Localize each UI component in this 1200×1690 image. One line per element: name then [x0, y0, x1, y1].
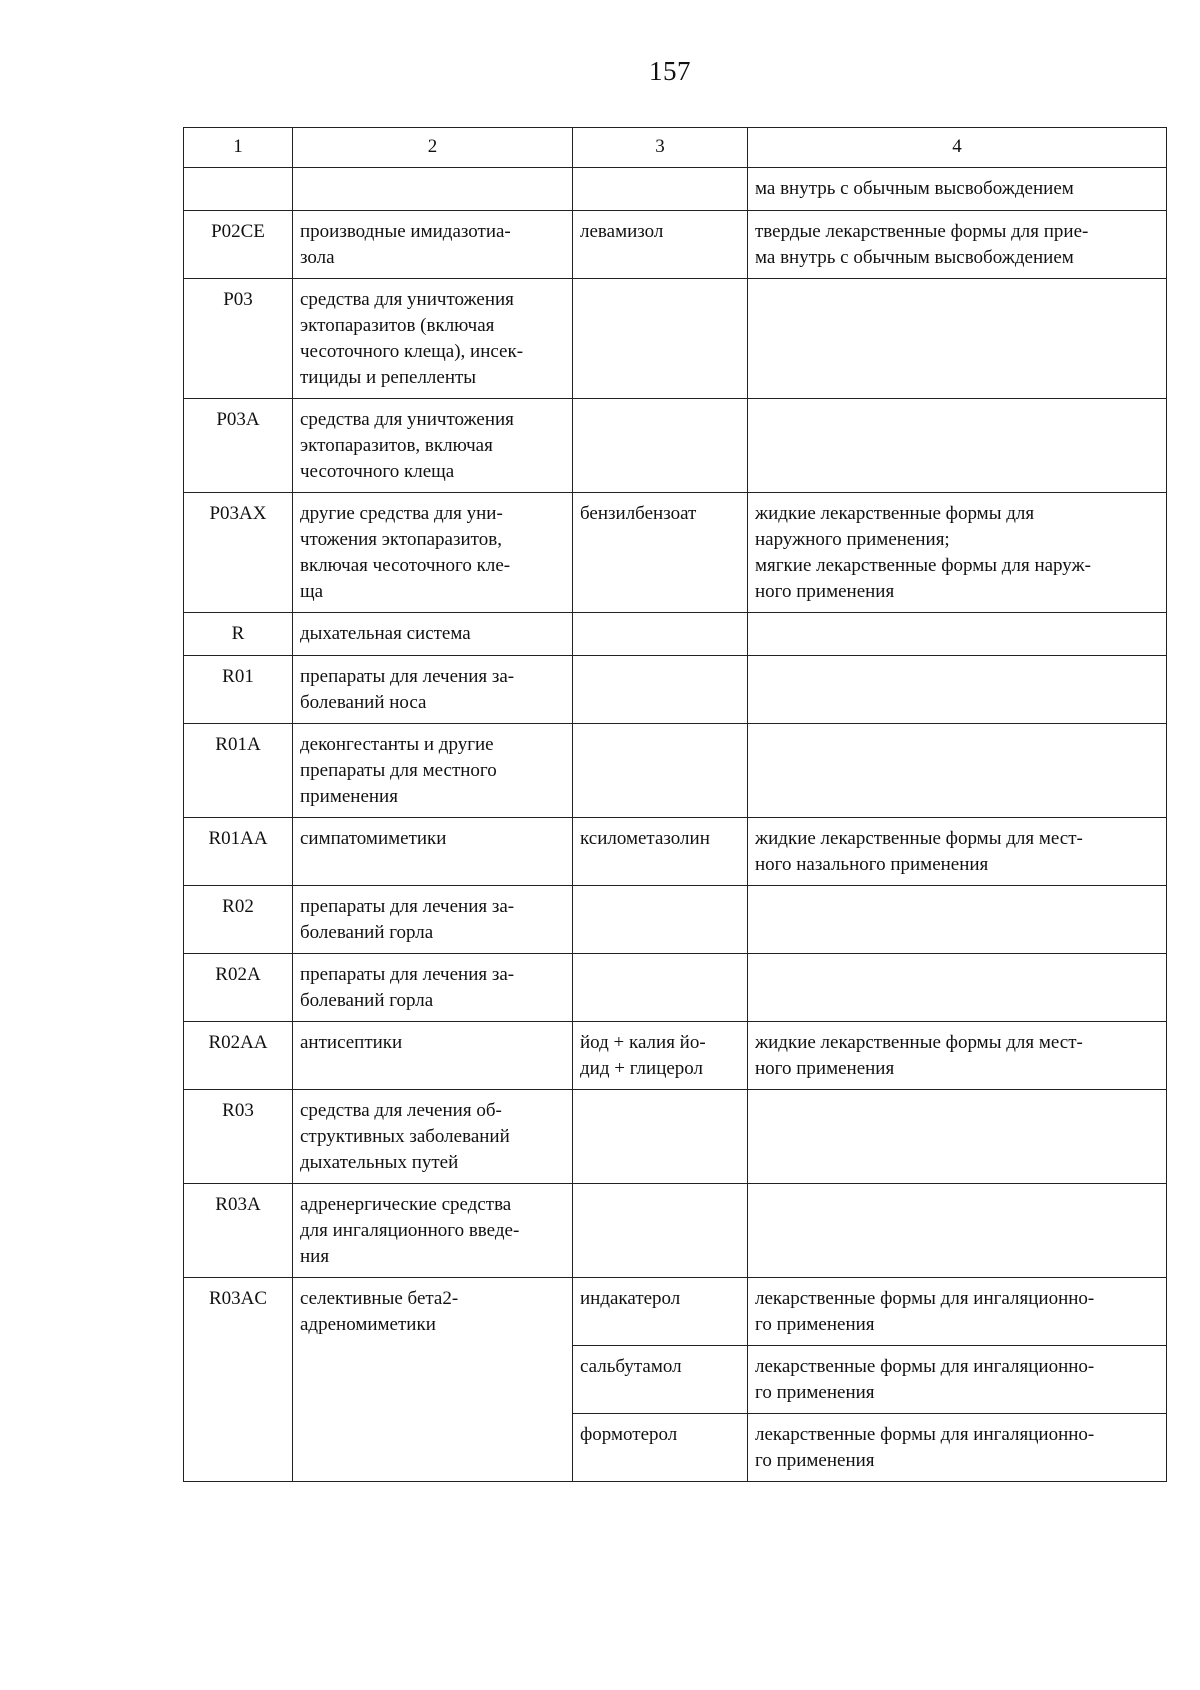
column-number-2: 2 [293, 128, 573, 168]
atc-code-cell: R01A [184, 724, 293, 818]
page-number: 157 [649, 56, 691, 86]
table-row [184, 613, 1167, 656]
cell-text-line: болеваний горла [300, 922, 434, 943]
dosage-form-cell [748, 1346, 1167, 1414]
cell-text-line: деконгестанты и другие [300, 734, 494, 755]
atc-code-cell: R02 [184, 886, 293, 954]
drug-name-cell [573, 818, 748, 886]
atc-code-cell: R03A [184, 1184, 293, 1278]
drug-name-cell [573, 1414, 748, 1482]
atc-code-cell: R03AC [184, 1278, 293, 1482]
table-row [184, 493, 1167, 613]
cell-text-line: наружного применения; [755, 529, 950, 550]
drug-name-cell [573, 1022, 748, 1090]
atc-code-cell: R03 [184, 1090, 293, 1184]
cell-text-line: селективные бета2- [300, 1288, 459, 1309]
cell-text-line: включая чесоточного кле- [300, 555, 511, 576]
group-name-cell [293, 279, 573, 399]
drug-name-cell [573, 724, 748, 818]
dosage-form-cell [748, 724, 1167, 818]
drug-name-cell [573, 168, 748, 211]
group-name-cell [293, 211, 573, 279]
drug-name-cell [573, 613, 748, 656]
atc-code-cell [184, 168, 293, 211]
cell-text-line: формотерол [580, 1424, 678, 1445]
cell-text-line: производные имидазотиа- [300, 221, 511, 242]
dosage-form-cell [748, 1184, 1167, 1278]
group-name-cell [293, 1278, 573, 1482]
drug-name-cell [573, 1184, 748, 1278]
table-row [184, 211, 1167, 279]
column-number-1: 1 [184, 128, 293, 168]
cell-text-line: дыхательных путей [300, 1152, 459, 1173]
drug-name-cell [573, 1278, 748, 1346]
cell-text-line: ного применения [755, 1058, 895, 1079]
drug-name-cell [573, 1346, 748, 1414]
cell-text-line: го применения [755, 1450, 875, 1471]
table-row [184, 279, 1167, 399]
cell-text-line: лекарственные формы для ингаляционно- [755, 1424, 1095, 1445]
table-row [184, 1184, 1167, 1278]
atc-code-cell: R02AA [184, 1022, 293, 1090]
dosage-form-cell [748, 399, 1167, 493]
dosage-form-cell [748, 1414, 1167, 1482]
atc-code-cell: R02A [184, 954, 293, 1022]
atc-code-cell: R01AA [184, 818, 293, 886]
group-name-cell [293, 168, 573, 211]
cell-text-line: ма внутрь с обычным высвобождением [755, 178, 1074, 199]
cell-text-line: ща [300, 581, 324, 602]
dosage-form-cell [748, 1090, 1167, 1184]
table-row [184, 1090, 1167, 1184]
table-row [184, 724, 1167, 818]
column-number-row [184, 128, 1167, 168]
group-name-cell [293, 613, 573, 656]
group-name-cell [293, 493, 573, 613]
cell-text-line: структивных заболеваний [300, 1126, 510, 1147]
cell-text-line: средства для уничтожения [300, 409, 514, 430]
dosage-form-cell [748, 279, 1167, 399]
cell-text-line: жидкие лекарственные формы для [755, 503, 1035, 524]
cell-text-line: бензилбензоат [580, 503, 697, 524]
drug-name-cell [573, 954, 748, 1022]
cell-text-line: ния [300, 1246, 330, 1267]
drug-name-cell [573, 1090, 748, 1184]
atc-code-cell: P03A [184, 399, 293, 493]
cell-text-line: симпатомиметики [300, 828, 447, 849]
cell-text-line: сальбутамол [580, 1356, 682, 1377]
cell-text-line: адренергические средства [300, 1194, 512, 1215]
table-row [184, 818, 1167, 886]
drug-name-cell [573, 399, 748, 493]
table-row [184, 1278, 1167, 1346]
cell-text-line: йод + калия йо- [580, 1032, 706, 1053]
cell-text-line: препараты для лечения за- [300, 896, 515, 917]
atc-code-cell: R [184, 613, 293, 656]
cell-text-line: средства для лечения об- [300, 1100, 502, 1121]
atc-code-cell: P03 [184, 279, 293, 399]
dosage-form-cell [748, 656, 1167, 724]
cell-text-line: жидкие лекарственные формы для мест- [755, 1032, 1083, 1053]
drug-name-cell [573, 211, 748, 279]
table-row [184, 168, 1167, 211]
cell-text-line: препараты для лечения за- [300, 666, 515, 687]
cell-text-line: ного применения [755, 581, 895, 602]
cell-text-line: ма внутрь с обычным высвобождением [755, 247, 1074, 268]
cell-text-line: препараты для местного [300, 760, 497, 781]
table-row [184, 399, 1167, 493]
cell-text-line: твердые лекарственные формы для прие- [755, 221, 1089, 242]
atc-code-cell: P03AX [184, 493, 293, 613]
cell-text-line: го применения [755, 1382, 875, 1403]
cell-text-line: чтожения эктопаразитов, [300, 529, 502, 550]
drug-name-cell [573, 279, 748, 399]
dosage-form-cell [748, 954, 1167, 1022]
cell-text-line: другие средства для уни- [300, 503, 503, 524]
group-name-cell [293, 724, 573, 818]
cell-text-line: препараты для лечения за- [300, 964, 515, 985]
dosage-form-cell [748, 818, 1167, 886]
group-name-cell [293, 656, 573, 724]
atc-code-cell: R01 [184, 656, 293, 724]
cell-text-line: чесоточного клеща), инсек- [300, 341, 524, 362]
group-name-cell [293, 1090, 573, 1184]
cell-text-line: левамизол [580, 221, 664, 242]
cell-text-line: болеваний горла [300, 990, 434, 1011]
cell-text-line: для ингаляционного введе- [300, 1220, 520, 1241]
group-name-cell [293, 399, 573, 493]
dosage-form-cell [748, 886, 1167, 954]
drug-name-cell [573, 493, 748, 613]
atc-code-cell: P02CE [184, 211, 293, 279]
cell-text-line: дыхательная система [300, 623, 471, 644]
cell-text-line: чесоточного клеща [300, 461, 455, 482]
column-number-4: 4 [748, 128, 1167, 168]
cell-text-line: ного назального применения [755, 854, 989, 875]
dosage-form-cell [748, 493, 1167, 613]
group-name-cell [293, 886, 573, 954]
table-row [184, 954, 1167, 1022]
group-name-cell [293, 1022, 573, 1090]
cell-text-line: лекарственные формы для ингаляционно- [755, 1288, 1095, 1309]
table-body [184, 128, 1167, 1482]
cell-text-line: индакатерол [580, 1288, 681, 1309]
drug-name-cell [573, 886, 748, 954]
cell-text-line: мягкие лекарственные формы для наруж- [755, 555, 1091, 576]
cell-text-line: зола [300, 247, 335, 268]
drug-name-cell [573, 656, 748, 724]
table-row [184, 1022, 1167, 1090]
group-name-cell [293, 818, 573, 886]
cell-text-line: ксилометазолин [580, 828, 710, 849]
dosage-form-cell [748, 1022, 1167, 1090]
cell-text-line: тициды и репелленты [300, 367, 477, 388]
drug-list-table [183, 127, 1167, 1482]
column-number-3: 3 [573, 128, 748, 168]
dosage-form-cell [748, 211, 1167, 279]
cell-text-line: эктопаразитов, включая [300, 435, 493, 456]
dosage-form-cell [748, 168, 1167, 211]
cell-text-line: дид + глицерол [580, 1058, 704, 1079]
table-row [184, 656, 1167, 724]
cell-text-line: лекарственные формы для ингаляционно- [755, 1356, 1095, 1377]
cell-text-line: эктопаразитов (включая [300, 315, 495, 336]
cell-text-line: адреномиметики [300, 1314, 436, 1335]
cell-text-line: болеваний носа [300, 692, 427, 713]
group-name-cell [293, 1184, 573, 1278]
table-row [184, 886, 1167, 954]
cell-text-line: средства для уничтожения [300, 289, 514, 310]
cell-text-line: го применения [755, 1314, 875, 1335]
cell-text-line: антисептики [300, 1032, 403, 1053]
dosage-form-cell [748, 613, 1167, 656]
cell-text-line: применения [300, 786, 398, 807]
dosage-form-cell [748, 1278, 1167, 1346]
group-name-cell [293, 954, 573, 1022]
cell-text-line: жидкие лекарственные формы для мест- [755, 828, 1083, 849]
